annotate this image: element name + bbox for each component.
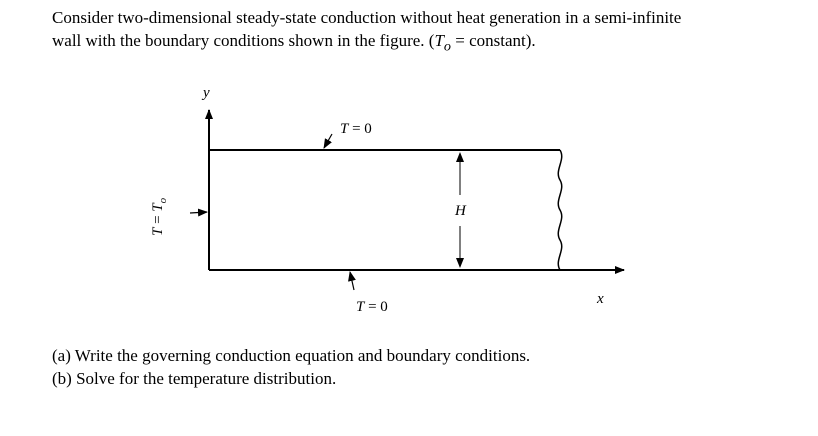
constant-temperature-subscript: o (443, 38, 451, 55)
left-boundary-arrow (190, 212, 207, 213)
bottom-boundary-condition: T = 0 (356, 299, 388, 315)
top-boundary-condition: T = 0 (340, 121, 372, 137)
left-boundary-condition: $T = T_o$ (150, 197, 169, 236)
height-label: H (455, 203, 466, 219)
problem-line-2-suffix: = constant). (450, 31, 536, 50)
problem-line-2-prefix: wall with the boundary conditions shown in the figure. ( (52, 31, 435, 50)
top-boundary-arrow (324, 134, 332, 148)
semi-infinite-break (558, 150, 561, 270)
question-b: (b) Solve for the temperature distribution. (52, 369, 337, 388)
questions (52, 344, 530, 390)
x-axis-label: x (597, 291, 604, 307)
constant-temperature-symbol: T (434, 31, 444, 50)
bottom-boundary-arrow (350, 272, 354, 290)
question-a: (a) Write the governing conduction equation and boundary conditions. (52, 346, 531, 365)
y-axis-label: y (203, 85, 210, 101)
problem-line-1: Consider two-dimensional steady-state conduction without heat generation in a semi-infinite (52, 8, 682, 27)
